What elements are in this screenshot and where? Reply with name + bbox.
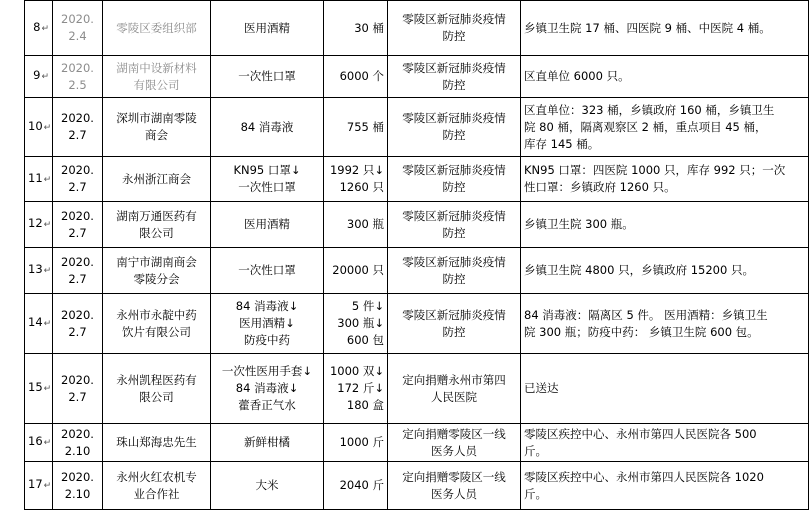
row-number [25, 294, 53, 354]
table-body [25, 1, 809, 510]
destination-line: 零陵区新冠肺炎疫情 [402, 307, 506, 322]
destination [388, 462, 521, 510]
donated-item-line: 新鲜柑橘 [244, 435, 290, 449]
allocation-line: KN95 口罩：四医院 1000 只，库存 992 只；一次 [524, 163, 786, 177]
row-number [25, 202, 53, 248]
destination-line: 医务人员 [431, 486, 477, 501]
row-number-text: 11 [28, 170, 43, 185]
allocation-line: 斤。 [524, 486, 547, 501]
donation-date [53, 202, 103, 248]
donation-date [53, 354, 103, 424]
table-row [25, 56, 809, 98]
donated-item [211, 202, 324, 248]
allocation [521, 98, 809, 157]
row-number-text: 12 [28, 216, 43, 230]
table-row [25, 157, 809, 202]
allocation-line: 已送达 [524, 381, 559, 395]
allocation-line: 区直单位 6000 只。 [524, 69, 630, 83]
allocation-line: 区直单位：323 桶，乡镇政府 160 桶，乡镇卫生 [524, 102, 775, 117]
destination-line: 防控 [442, 225, 466, 240]
destination [388, 202, 521, 248]
row-number [25, 157, 53, 202]
donated-item-line: 藿香正气水 [238, 398, 296, 412]
donation-date [53, 98, 103, 157]
quantity [324, 354, 388, 424]
paragraph-mark-icon: ↵ [43, 174, 52, 185]
destination-line: 防控 [442, 128, 466, 142]
allocation-line: 零陵区疾控中心、永州市第四人民医院各 500 [524, 426, 757, 441]
row-number-text: 17 [28, 477, 43, 491]
allocation [521, 202, 809, 248]
donation-date-line: 2020. [61, 469, 94, 484]
donor-name [103, 354, 211, 424]
quantity-line: 172 斤↓ [337, 381, 384, 395]
quantity-line: 30 桶 [354, 20, 384, 35]
row-number-text: 8 [33, 19, 41, 34]
allocation [521, 56, 809, 98]
quantity-line: 1000 双↓ [329, 364, 384, 378]
quantity [324, 157, 388, 202]
donation-date-line: 2020. [61, 426, 94, 441]
donor-name-line: 永州浙江商会 [122, 171, 191, 186]
donor-name-line: 永州市永靛中药 [116, 307, 197, 322]
destination-line: 防控 [442, 77, 466, 92]
row-number [25, 354, 53, 424]
row-number-text: 9 [33, 68, 41, 82]
donor-name-line: 永州火红农机专 [116, 469, 197, 484]
quantity [324, 294, 388, 354]
donated-item-line: 84 消毒液 [240, 119, 294, 134]
destination-line: 零陵区新冠肺炎疫情 [402, 208, 506, 223]
donation-date [53, 56, 103, 98]
quantity-line: 1000 斤 [339, 435, 384, 449]
destination-line: 定向捐赠零陵区一线 [402, 469, 506, 484]
allocation [521, 1, 809, 56]
allocation-line: 斤。 [524, 443, 547, 458]
donated-item [211, 248, 324, 294]
donation-date [53, 1, 103, 56]
quantity [324, 248, 388, 294]
table-row [25, 294, 809, 354]
donation-date-line: 2.7 [68, 180, 87, 194]
quantity-line: 2040 斤 [339, 478, 384, 492]
row-number [25, 424, 53, 462]
donation-table [24, 0, 809, 510]
destination [388, 354, 521, 424]
quantity-line: 1260 只 [339, 180, 384, 194]
destination [388, 248, 521, 294]
table-row [25, 462, 809, 510]
row-number-text: 16 [28, 434, 43, 448]
table-row [25, 424, 809, 462]
row-number-text: 10 [28, 118, 43, 133]
destination-line: 防控 [442, 324, 466, 339]
quantity [324, 1, 388, 56]
quantity-line: 755 桶 [346, 119, 384, 134]
destination-line: 定向捐赠零陵区一线 [402, 426, 506, 441]
row-number-text: 13 [28, 262, 43, 276]
donor-name [103, 157, 211, 202]
donor-name [103, 294, 211, 354]
allocation-line: 院 300 瓶；防疫中药： 乡镇卫生院 600 包。 [524, 324, 759, 339]
row-number-text: 14 [28, 315, 43, 329]
destination-line: 医务人员 [431, 443, 477, 458]
allocation [521, 294, 809, 354]
donor-name-line: 零陵区委组织部 [116, 20, 197, 35]
table-row [25, 248, 809, 294]
donor-name-line: 湖南中设新材料 [116, 60, 197, 75]
donation-date-line: 2020. [61, 208, 94, 223]
donation-date [53, 424, 103, 462]
donor-name-line: 限公司 [139, 389, 174, 404]
donor-name-line: 业合作社 [133, 486, 180, 501]
allocation-line: 库存 145 桶。 [524, 136, 600, 151]
donor-name-line: 限公司 [139, 225, 174, 240]
donation-date-line: 2020. [61, 12, 94, 26]
donated-item [211, 56, 324, 98]
donation-date-line: 2.10 [64, 443, 91, 458]
donation-date-line: 2.10 [64, 486, 91, 501]
destination-line: 零陵区新冠肺炎疫情 [402, 254, 506, 269]
quantity [324, 56, 388, 98]
donation-date-line: 2020. [61, 163, 94, 177]
destination-line: 零陵区新冠肺炎疫情 [402, 111, 506, 125]
allocation [521, 248, 809, 294]
paragraph-mark-icon: ↵ [43, 384, 52, 394]
donated-item [211, 98, 324, 157]
donation-date [53, 462, 103, 510]
donor-name-line: 商会 [145, 128, 168, 142]
donated-item [211, 1, 324, 56]
destination-line: 人民医院 [431, 389, 477, 404]
table-row [25, 1, 809, 56]
paragraph-mark-icon: ↵ [43, 220, 52, 230]
donation-date-line: 2.7 [68, 271, 87, 286]
allocation-line: 院 80 桶，隔离观察区 2 桶，重点项目 45 桶， [524, 119, 767, 134]
destination [388, 294, 521, 354]
donation-date-line: 2.7 [68, 225, 87, 240]
paragraph-mark-icon: ↵ [43, 122, 52, 133]
donated-item-line: 医用酒精 [244, 217, 290, 231]
donated-item-line: 大米 [255, 478, 279, 492]
allocation-line: 乡镇卫生院 300 瓶。 [524, 217, 634, 231]
destination-line: 零陵区新冠肺炎疫情 [402, 163, 506, 177]
donor-name [103, 248, 211, 294]
paragraph-mark-icon: ↵ [41, 72, 49, 82]
donor-name [103, 202, 211, 248]
donated-item [211, 462, 324, 510]
allocation-line: 乡镇卫生院 4800 只，乡镇政府 15200 只。 [524, 263, 754, 277]
donation-date-line: 2020. [61, 254, 94, 269]
destination [388, 98, 521, 157]
destination [388, 157, 521, 202]
donated-item-line: 一次性口罩 [238, 263, 296, 277]
donation-date-line: 2020. [61, 372, 94, 387]
donated-item-line: 一次性口罩 [238, 180, 296, 194]
destination-line: 定向捐赠永州市第四 [402, 372, 506, 387]
row-number-text: 15 [28, 380, 43, 394]
allocation-line: 零陵区疾控中心、永州市第四人民医院各 1020 [524, 469, 764, 484]
destination [388, 1, 521, 56]
donated-item [211, 157, 324, 202]
quantity-line: 20000 只 [332, 263, 384, 277]
quantity-line: 600 包 [346, 333, 384, 347]
donation-date [53, 248, 103, 294]
allocation [521, 354, 809, 424]
donor-name-line: 南宁市湖南商会 [116, 254, 197, 269]
quantity-line: 180 盒 [346, 398, 384, 412]
paragraph-mark-icon: ↵ [43, 266, 52, 276]
donation-date-line: 2020. [61, 307, 94, 322]
destination-line: 防控 [442, 271, 466, 286]
paragraph-mark-icon: ↵ [41, 23, 49, 34]
quantity-line: 300 瓶 [346, 217, 384, 231]
table-row [25, 202, 809, 248]
quantity-line: 6000 个 [339, 69, 384, 83]
quantity [324, 462, 388, 510]
destination-line: 防控 [442, 180, 466, 194]
donor-name-line: 零陵分会 [133, 271, 180, 286]
donation-date-line: 2.7 [68, 389, 87, 404]
quantity [324, 98, 388, 157]
donor-name [103, 424, 211, 462]
donor-name-line: 永州凯程医药有 [116, 372, 197, 387]
destination [388, 424, 521, 462]
paragraph-mark-icon: ↵ [43, 319, 52, 329]
donation-date-line: 2020. [61, 111, 94, 125]
donation-date-line: 2.7 [68, 324, 87, 339]
donated-item-line: 医用酒精↓ [239, 316, 295, 330]
donation-date-line: 2.5 [68, 77, 87, 92]
donation-date-line: 2.4 [68, 29, 87, 43]
quantity [324, 202, 388, 248]
quantity [324, 424, 388, 462]
donated-item-line: 医用酒精 [244, 20, 290, 35]
donation-date-line: 2020. [61, 60, 94, 75]
allocation-line: 性口罩：乡镇政府 1260 只。 [524, 180, 676, 194]
donated-item [211, 294, 324, 354]
donor-name-line: 饮片有限公司 [122, 324, 191, 339]
allocation-line: 乡镇卫生院 17 桶、四医院 9 桶、中医院 4 桶。 [524, 20, 771, 35]
destination [388, 56, 521, 98]
quantity-line: 5 件↓ [351, 299, 384, 313]
destination-line: 零陵区新冠肺炎疫情 [402, 12, 506, 26]
donated-item [211, 354, 324, 424]
allocation [521, 424, 809, 462]
destination-line: 零陵区新冠肺炎疫情 [402, 60, 506, 75]
donor-name [103, 462, 211, 510]
quantity-line: 300 瓶↓ [337, 316, 384, 330]
donated-item-line: 防疫中药 [244, 333, 290, 347]
allocation [521, 157, 809, 202]
quantity-line: 1992 只↓ [329, 163, 384, 177]
row-number [25, 248, 53, 294]
donation-date [53, 157, 103, 202]
paragraph-mark-icon: ↵ [43, 481, 52, 491]
donation-date-line: 2.7 [68, 128, 87, 142]
donated-item [211, 424, 324, 462]
row-number [25, 1, 53, 56]
donor-name-line: 深圳市湖南零陵 [116, 111, 197, 125]
donated-item-line: 84 消毒液↓ [235, 299, 299, 313]
allocation-line: 84 消毒液：隔离区 5 件。 医用酒精：乡镇卫生 [524, 307, 768, 322]
table-row [25, 354, 809, 424]
donated-item-line: 一次性口罩 [238, 69, 296, 83]
donor-name [103, 98, 211, 157]
row-number [25, 56, 53, 98]
donated-item-line: KN95 口罩↓ [233, 163, 301, 177]
destination-line: 防控 [442, 29, 466, 43]
table-row [25, 98, 809, 157]
donation-date [53, 294, 103, 354]
donated-item-line: 一次性医用手套↓ [221, 364, 313, 378]
row-number [25, 98, 53, 157]
donor-name [103, 1, 211, 56]
donated-item-line: 84 消毒液↓ [235, 381, 299, 395]
donor-name-line: 湖南万通医药有 [116, 208, 197, 223]
row-number [25, 462, 53, 510]
donor-name [103, 56, 211, 98]
donor-name-line: 有限公司 [133, 77, 180, 92]
allocation [521, 462, 809, 510]
donor-name-line: 珠山郑海忠先生 [116, 435, 197, 449]
paragraph-mark-icon: ↵ [43, 438, 52, 448]
